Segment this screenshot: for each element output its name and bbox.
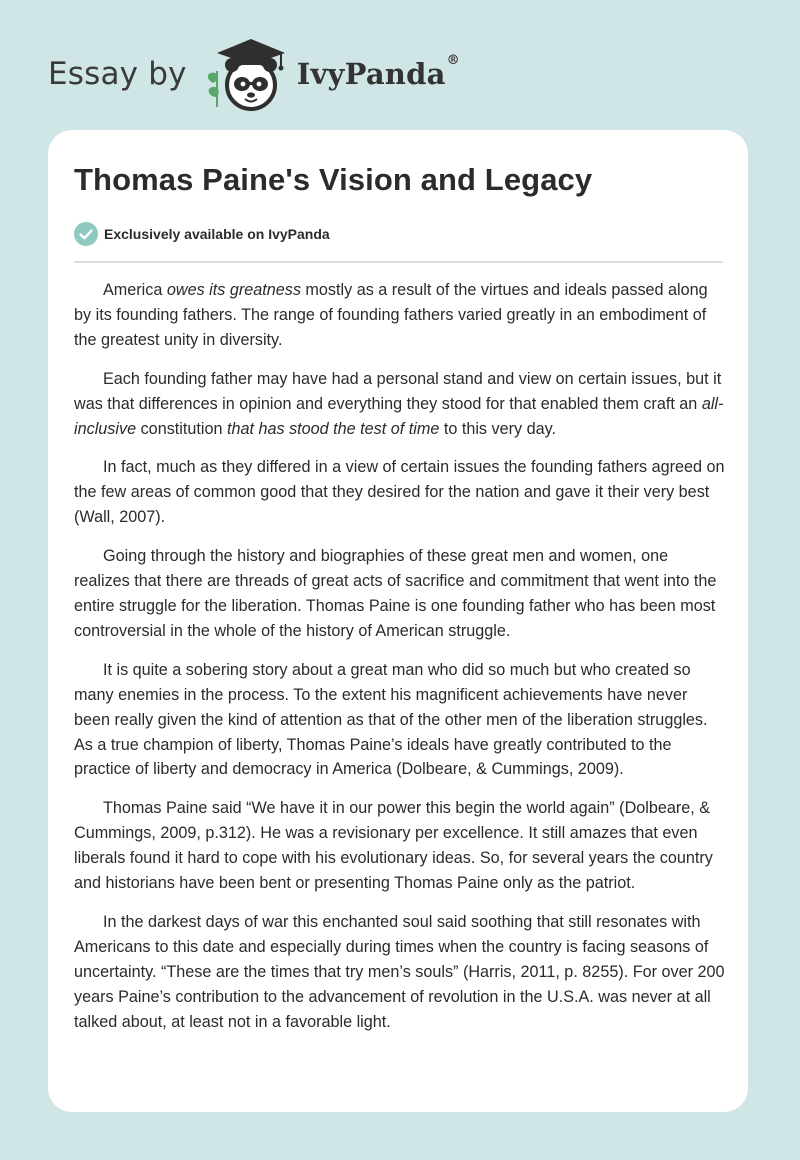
emphasis-text: owes its greatness — [166, 281, 301, 299]
paragraph-text: It is quite a sobering story about a great man who did so much but who created so many enemies in the process. To the extent his magnificent achievements have never been really given the kind of attention as that of the other men of the liberation struggles. As a true champion of liberty, Thomas Paine’s ideals have greatly contributed to the practice of liberty and democracy in America (Dolbeare, & Cummings, 2009). — [74, 660, 708, 779]
essay-by-label: Essay by — [48, 56, 187, 92]
paragraph-text: In the darkest days of war this enchanted soul said soothing that still resonates with Americans to this date and especially during times when the country is facing seasons of uncertainty. “These are the times that try men’s souls” (Harris, 2011, p. 8255). For over 200 years Paine’s contribution to the advancement of revolution in the U.S.A. was never at all talked about, at least not in a favorable light. — [74, 912, 725, 1031]
paragraph-text: Thomas Paine said “We have it in our power this begin the world again” (Dolbeare, & Cummings, 2009, p.312). He was a revisionary per excellence. It still amazes that even liberals found it hard to cope with his evolutionary ideas. So, for several years the country and historians have been bent or presenting Thomas Paine only as the patriot. — [74, 799, 713, 893]
emphasis-text: all-inclusive — [74, 394, 724, 438]
paragraph-text: Each founding father may have had a personal stand and view on certain issues, but it was that differences in opinion and everything they stood for that enabled them craft an — [74, 369, 722, 413]
essay-paragraph — [74, 278, 726, 353]
exclusive-label: Exclusively available on IvyPanda — [104, 226, 330, 242]
essay-paragraph — [74, 910, 726, 1035]
essay-paragraph — [74, 544, 726, 644]
essay-paragraph — [74, 796, 726, 896]
essay-paragraph — [74, 658, 726, 783]
check-circle-icon — [74, 222, 98, 246]
paragraph-text: mostly as a result of the virtues and ideals passed along by its founding fathers. The range of founding fathers varied greatly in an embodiment of the greatest unity in diversity. — [74, 281, 708, 349]
exclusive-badge — [74, 222, 330, 246]
paragraph-text: In fact, much as they differed in a view of certain issues the founding fathers agreed on the few areas of common good that they desired for the nation and gave it their very best (Wall, 2007). — [74, 458, 725, 527]
paragraph-text: Going through the history and biographies of these great men and women, one realizes that there are threads of great acts of sacrifice and commitment that went into the entire struggle for the liberation. Thomas Paine is one founding father who has been most controversial in the whole of the history of American struggle. — [74, 547, 717, 640]
panda-graduation-cap-logo-icon — [201, 35, 293, 113]
site-header — [48, 34, 460, 114]
brand-name: IvyPanda® — [296, 53, 460, 91]
emphasis-text: that has stood the test of time — [226, 419, 440, 438]
essay-body — [74, 278, 726, 1048]
paragraph-text: America — [103, 281, 167, 299]
paragraph-text: constitution — [136, 419, 227, 438]
paragraph-text: to this very day. — [439, 419, 556, 438]
divider — [74, 261, 723, 263]
essay-paragraph — [74, 367, 726, 442]
essay-title: Thomas Paine's Vision and Legacy — [74, 162, 593, 197]
essay-paragraph — [74, 455, 726, 530]
registered-mark: ® — [446, 53, 460, 68]
essay-card — [48, 130, 748, 1112]
